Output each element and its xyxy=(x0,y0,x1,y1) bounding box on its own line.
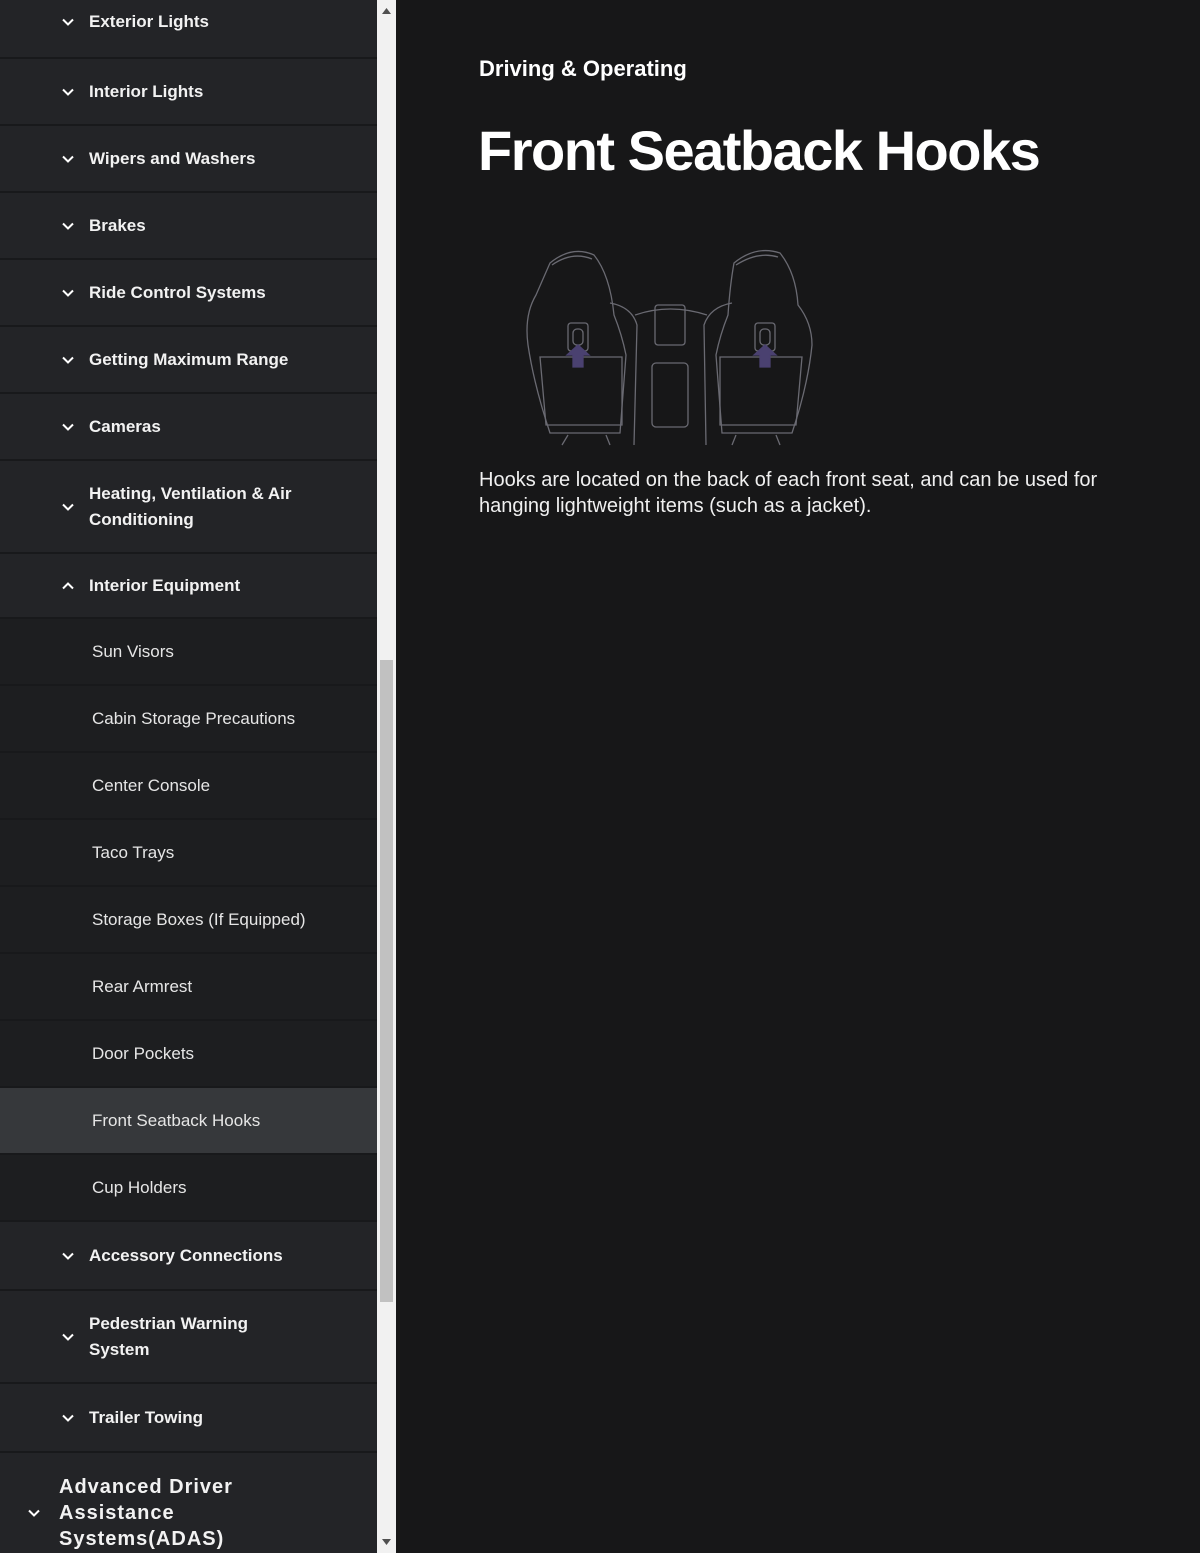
chevron-down-icon xyxy=(26,1505,42,1521)
sidebar-item-label: Cameras xyxy=(89,416,161,436)
sidebar-item-pedestrian-warning-system[interactable] xyxy=(0,1291,377,1384)
sidebar-item-label: Heating, Ventilation & Air Conditioning xyxy=(89,483,292,529)
sidebar-subitem-door-pockets[interactable] xyxy=(0,1021,377,1088)
scrollbar-thumb[interactable] xyxy=(380,660,393,1302)
chevron-up-icon xyxy=(60,578,76,594)
sidebar-item-label: Interior Equipment xyxy=(89,575,241,595)
sidebar-item-accessory-connections[interactable] xyxy=(0,1222,377,1291)
main-content xyxy=(396,0,1200,1553)
front-seats-illustration xyxy=(522,245,822,455)
sidebar-chapter-adas[interactable] xyxy=(0,1453,377,1553)
sidebar-subitem-taco-trays[interactable] xyxy=(0,820,377,887)
sidebar-item-label: Wipers and Washers xyxy=(89,148,256,168)
chevron-down-icon xyxy=(60,285,76,301)
sidebar-item-getting-maximum-range[interactable] xyxy=(0,327,377,394)
sidebar-item-ride-control-systems[interactable] xyxy=(0,260,377,327)
sidebar-scrollbar[interactable] xyxy=(377,0,396,1553)
sidebar-item-interior-lights[interactable] xyxy=(0,59,377,126)
sidebar-item-label: Getting Maximum Range xyxy=(89,349,289,369)
sidebar-item-brakes[interactable] xyxy=(0,193,377,260)
sidebar-item-label: Door Pockets xyxy=(92,1043,195,1063)
sidebar-subitem-cup-holders[interactable] xyxy=(0,1155,377,1222)
chevron-down-icon xyxy=(60,499,76,515)
sidebar-item-label: Sun Visors xyxy=(92,641,174,661)
sidebar-item-label: Taco Trays xyxy=(92,842,175,862)
sidebar-item-label: Cup Holders xyxy=(92,1177,187,1197)
sidebar-item-label: Exterior Lights xyxy=(89,12,209,31)
sidebar-item-wipers-and-washers[interactable] xyxy=(0,126,377,193)
sidebar-item-label: Interior Lights xyxy=(89,81,204,101)
sidebar-item-label: Storage Boxes (If Equipped) xyxy=(92,909,306,929)
sidebar-item-label: Ride Control Systems xyxy=(89,282,266,302)
sidebar-item-label: Front Seatback Hooks xyxy=(92,1110,261,1130)
chevron-down-icon xyxy=(60,151,76,167)
sidebar-subitem-cabin-storage-precautions[interactable] xyxy=(0,686,377,753)
sidebar-item-label: Center Console xyxy=(92,775,211,795)
sidebar-subitem-storage-boxes[interactable] xyxy=(0,887,377,954)
chevron-down-icon xyxy=(60,84,76,100)
sidebar-item-trailer-towing[interactable] xyxy=(0,1384,377,1453)
sidebar-item-label: Brakes xyxy=(89,215,146,235)
sidebar-item-label: Advanced Driver Assistance Systems(ADAS) xyxy=(59,1476,233,1550)
sidebar-item-label: Cabin Storage Precautions xyxy=(92,708,296,728)
sidebar-subitem-center-console[interactable] xyxy=(0,753,377,820)
sidebar-subitem-rear-armrest[interactable] xyxy=(0,954,377,1021)
sidebar-subitem-sun-visors[interactable] xyxy=(0,619,377,686)
chevron-down-icon xyxy=(60,1248,76,1264)
chevron-down-icon xyxy=(60,14,76,30)
sidebar-item-label: Accessory Connections xyxy=(89,1245,283,1265)
page-title: Front Seatback Hooks xyxy=(478,119,1040,182)
body-paragraph: Hooks are located on the back of each front seat, and can be used for hanging lightweight items (such as a jacket). xyxy=(479,469,1098,517)
breadcrumb[interactable]: Driving & Operating xyxy=(479,56,687,81)
sidebar-item-exterior-lights[interactable] xyxy=(0,0,377,59)
chevron-down-icon xyxy=(60,218,76,234)
chevron-down-icon xyxy=(60,352,76,368)
sidebar-subitem-front-seatback-hooks[interactable] xyxy=(0,1088,377,1155)
sidebar-item-label: Trailer Towing xyxy=(89,1407,203,1427)
chevron-down-icon xyxy=(60,1410,76,1426)
chevron-down-icon xyxy=(60,419,76,435)
sidebar-nav xyxy=(0,0,377,1553)
sidebar-item-label: Pedestrian Warning System xyxy=(89,1313,249,1359)
scroll-down-arrow-icon[interactable] xyxy=(377,1533,396,1551)
sidebar-item-interior-equipment[interactable] xyxy=(0,554,377,619)
scroll-up-arrow-icon[interactable] xyxy=(377,2,396,20)
sidebar-item-cameras[interactable] xyxy=(0,394,377,461)
sidebar-item-hvac[interactable] xyxy=(0,461,377,554)
sidebar-item-label: Rear Armrest xyxy=(92,976,193,996)
chevron-down-icon xyxy=(60,1329,76,1345)
